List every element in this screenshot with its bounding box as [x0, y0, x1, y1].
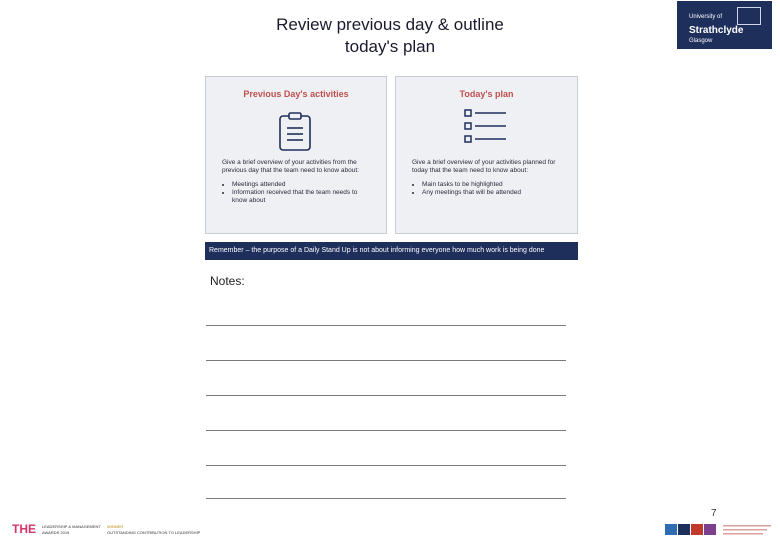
- standup-panel: [205, 76, 578, 260]
- list-item: • Any meetings that will be attended: [422, 189, 562, 197]
- checklist-icon: [464, 109, 508, 143]
- notes-line: [206, 498, 566, 499]
- todays-plan-bullets: [412, 181, 562, 197]
- notes-line: [206, 465, 566, 466]
- partner-logo: [665, 522, 775, 536]
- svg-text:WINNER: WINNER: [107, 524, 124, 529]
- page-number: 7: [711, 508, 717, 519]
- university-logo: [677, 1, 772, 49]
- logo-line2: Strathclyde: [689, 25, 744, 36]
- slide-title: [230, 14, 550, 58]
- svg-text:LEADERSHIP & MANAGEMENT: LEADERSHIP & MANAGEMENT: [42, 524, 101, 529]
- todays-plan-heading: Today's plan: [459, 89, 514, 99]
- awards-logo: [12, 522, 202, 536]
- svg-text:THE: THE: [12, 522, 36, 536]
- previous-day-description: [222, 159, 372, 205]
- previous-day-bullets: [222, 181, 372, 205]
- logo-line3: Glasgow: [689, 38, 713, 44]
- notes-line: [206, 430, 566, 431]
- crest-icon: [737, 7, 761, 25]
- slide-title-line2: today's plan: [344, 37, 436, 56]
- reminder-banner: Remember – the purpose of a Daily Stand Up is not about informing everyone how much work is being done: [205, 242, 578, 260]
- previous-day-card: [205, 76, 387, 234]
- previous-day-heading: Previous Day's activities: [243, 89, 349, 99]
- todays-plan-card: [395, 76, 578, 234]
- slide-title-line1: Review previous day & outline: [276, 15, 504, 34]
- notes-line: [206, 325, 566, 326]
- previous-day-desc-text: Give a brief overview of your activities from the previous day that the team need to know about:: [222, 159, 359, 174]
- list-item: • Main tasks to be highlighted: [422, 181, 562, 189]
- todays-plan-description: [412, 159, 562, 197]
- list-item: • Meetings attended: [232, 181, 372, 189]
- svg-text:AWARDS 2019: AWARDS 2019: [42, 530, 70, 535]
- clipboard-icon: [277, 111, 313, 151]
- logo-line1: University of: [689, 14, 723, 20]
- todays-plan-desc-text: Give a brief overview of your activities planned for today that the team need to know about:: [412, 159, 556, 174]
- list-item: • Information received that the team needs to know about: [232, 189, 372, 205]
- notes-label: Notes:: [210, 274, 245, 288]
- notes-line: [206, 360, 566, 361]
- svg-text:OUTSTANDING CONTRIBUTION TO LE: OUTSTANDING CONTRIBUTION TO LEADERSHIP: [107, 530, 201, 535]
- notes-line: [206, 395, 566, 396]
